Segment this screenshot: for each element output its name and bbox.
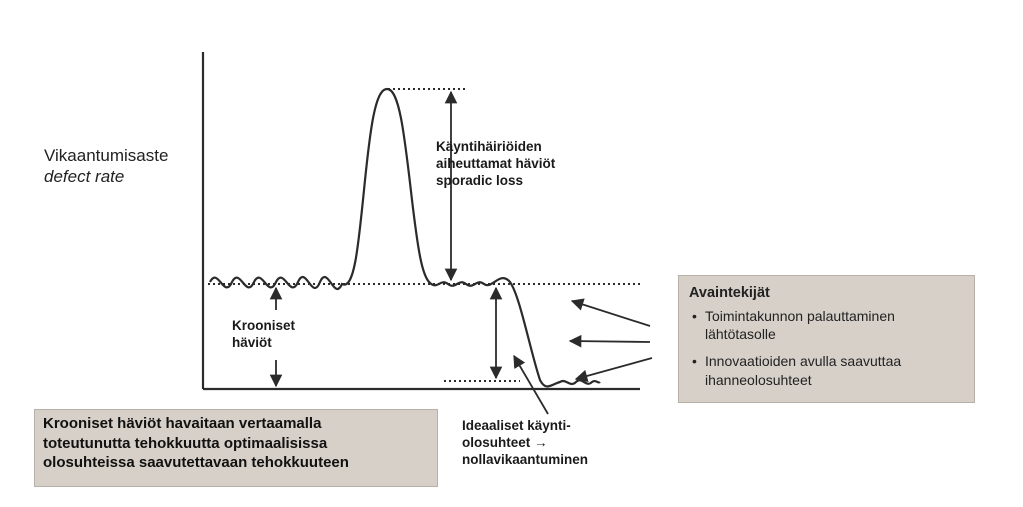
chronic-label-line-2: häviöt bbox=[232, 334, 272, 350]
ideal-label-line-1: Ideaaliset käynti- bbox=[462, 418, 571, 433]
ideal-label-line-3: nollavikaantuminen bbox=[462, 451, 589, 467]
key-factors-list bbox=[689, 307, 964, 389]
key-factor-arrow-2 bbox=[570, 341, 650, 342]
y-axis-label bbox=[44, 145, 168, 188]
key-factor-1-line-2: lähtötasolle bbox=[705, 326, 776, 343]
key-factor-arrow-3 bbox=[576, 358, 652, 379]
chronic-loss-label bbox=[232, 318, 342, 352]
chronic-label-line-1: Krooniset bbox=[232, 318, 296, 333]
y-axis-label-en: defect rate bbox=[44, 167, 125, 187]
key-factor-item bbox=[705, 307, 964, 343]
ideal-label-line-2: olosuhteet → bbox=[462, 434, 548, 450]
key-factor-2-line-1: • Innovaatioiden avulla saavuttaa bbox=[705, 353, 902, 370]
explanation-line-3: olosuhteissa saavutettavaan tehokkuuteen bbox=[43, 454, 349, 471]
explanation-line-1: Krooniset häviöt havaitaan vertaamalla bbox=[43, 415, 322, 432]
sporadic-label-line-1: Käyntihäiriöiden bbox=[436, 139, 542, 154]
sporadic-label-line-3: sporadic loss bbox=[436, 172, 524, 188]
chronic-loss-explanation-box bbox=[34, 409, 438, 487]
key-factor-item bbox=[705, 352, 964, 388]
ideal-conditions-label bbox=[462, 418, 632, 469]
key-factor-1-line-1: • Toimintakunnon palauttaminen bbox=[705, 308, 895, 324]
key-factors-title: Avaintekijät bbox=[689, 285, 770, 301]
y-axis-label-fi: Vikaantumisaste bbox=[44, 146, 169, 165]
sporadic-label-line-2: aiheuttamat häviöt bbox=[436, 155, 556, 171]
key-factor-arrow-1 bbox=[572, 301, 650, 326]
key-factor-2-line-2: ihanneolosuhteet bbox=[705, 371, 812, 388]
key-factors-box bbox=[678, 275, 975, 403]
explanation-line-2: toteutunutta tehokkuutta optimaalisissa bbox=[43, 434, 328, 452]
sporadic-loss-label bbox=[436, 139, 626, 190]
